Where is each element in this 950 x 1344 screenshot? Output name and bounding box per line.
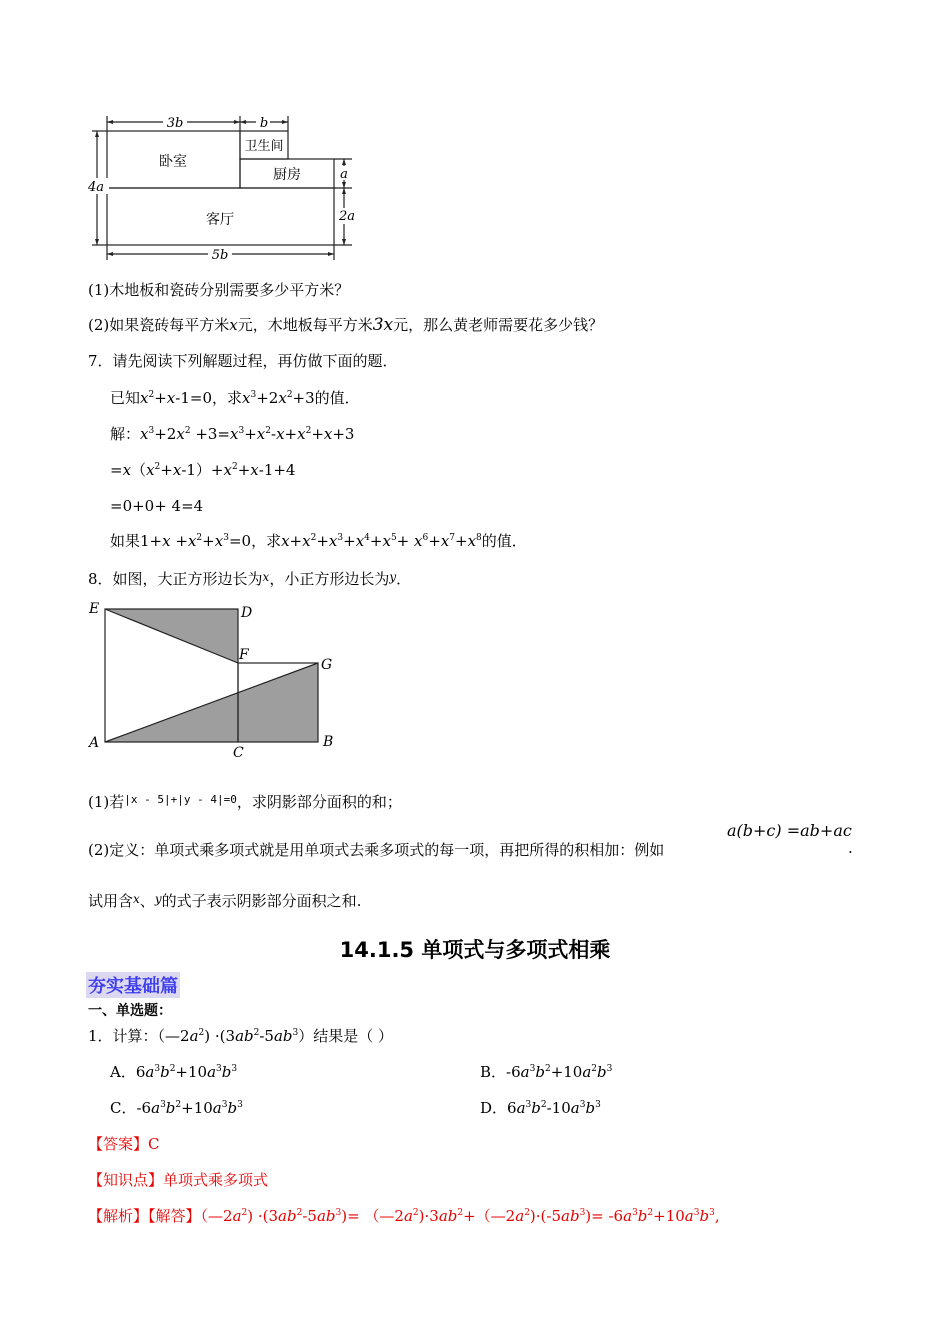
q7-given: 已知$x^2+x-1=0$，求$x^3+2x^2+3$的值． bbox=[110, 389, 360, 407]
label-C: C bbox=[233, 745, 244, 761]
subsection-title: 一、单选题： bbox=[88, 1003, 172, 1019]
dim-5b: 5b bbox=[211, 248, 229, 263]
dim-b: b bbox=[259, 116, 269, 131]
squares-figure bbox=[85, 597, 345, 762]
q8-part1: (1)若$^{|x - 5|+|y - 4|=0}$，求阴影部分面积的和； bbox=[88, 793, 402, 811]
q1-option-b[interactable]: B．$-6a^3b^2+10a^2b^3$ bbox=[480, 1063, 613, 1081]
label-D: D bbox=[241, 605, 253, 621]
q8-formula: a(b+c) =ab+ac bbox=[727, 821, 852, 840]
q7-ask: 如果$1+x +x^2+x^3=0$，求$x+x^2+x^3+x^4+x^5+ x^6+x^7+x^8$的值． bbox=[110, 532, 527, 550]
q6-part1: (1)木地板和瓷砖分别需要多少平方米？ bbox=[88, 281, 350, 299]
room-bathroom: 卫生间 bbox=[244, 139, 284, 154]
q8-part2: (2)定义：单项式乘多项式就是用单项式去乘多项式的每一项，再把所得的积相加：例如 bbox=[88, 841, 665, 859]
q8-title: 8．如图，大正方形边长为$^x$，小正方形边长为$^y$． bbox=[88, 570, 412, 588]
q7-step2: $=x(x^2+x-1)+x^2+x-1+4$ bbox=[110, 461, 296, 479]
dim-2a: 2a bbox=[338, 209, 356, 224]
room-living: 客厅 bbox=[206, 212, 234, 228]
q1-option-d[interactable]: D．$6a^3b^2-10a^3b^3$ bbox=[480, 1099, 601, 1117]
page-heading: 14.1.5 单项式与多项式相乘 bbox=[339, 938, 611, 962]
label-B: B bbox=[323, 734, 334, 750]
q7-step3: =0+0+ 4=4 bbox=[110, 497, 204, 515]
analysis-line: 【解析】【解答】$(—2a^2) \cdot(3ab^2-5ab^3)=$ $(—2a^2)\cdot 3ab^2+(—2a^2)\cdot(-5ab^3)= -6a^3b^2+10a^3b^3$, bbox=[88, 1207, 720, 1225]
q7-title: 7．请先阅读下列解题过程，再仿做下面的题． bbox=[88, 352, 398, 370]
q1-stem: 1．计算：$(—2a^2) \cdot(3ab^2-5ab^3)$结果是（ ） bbox=[88, 1027, 394, 1045]
answer-line: 【答案】C bbox=[88, 1135, 160, 1153]
label-G: G bbox=[321, 657, 333, 673]
dim-3b: 3b bbox=[166, 116, 184, 131]
label-F: F bbox=[239, 647, 249, 663]
q6-part2: (2)如果瓷砖每平方米x元，木地板每平方米3x元，那么黄老师需要花多少钱？ bbox=[88, 315, 604, 335]
q1-option-c[interactable]: C．$-6a^3b^2+10a^3b^3$ bbox=[110, 1099, 243, 1117]
knowledge-point: 【知识点】单项式乘多项式 bbox=[88, 1171, 269, 1189]
floor-plan-figure bbox=[80, 108, 370, 268]
dim-a: a bbox=[340, 167, 348, 182]
room-bedroom: 卧室 bbox=[159, 154, 187, 170]
label-E: E bbox=[89, 601, 100, 617]
room-kitchen: 厨房 bbox=[273, 167, 301, 183]
q1-option-a[interactable]: A．$6a^3b^2+10a^3b^3$ bbox=[110, 1063, 238, 1081]
q8-part3: 试用含$^x$、$^y$的式子表示阴影部分面积之和. bbox=[88, 892, 362, 910]
section-title: 夯实基础篇 bbox=[86, 972, 180, 998]
q7-step1: 解：$x^3+2x^2 +3=x^3+x^2-x+x^2+x+3$ bbox=[110, 425, 355, 443]
dim-4a: 4a bbox=[87, 180, 105, 195]
label-A: A bbox=[89, 735, 100, 751]
q8-part2-dot: . bbox=[848, 839, 853, 857]
